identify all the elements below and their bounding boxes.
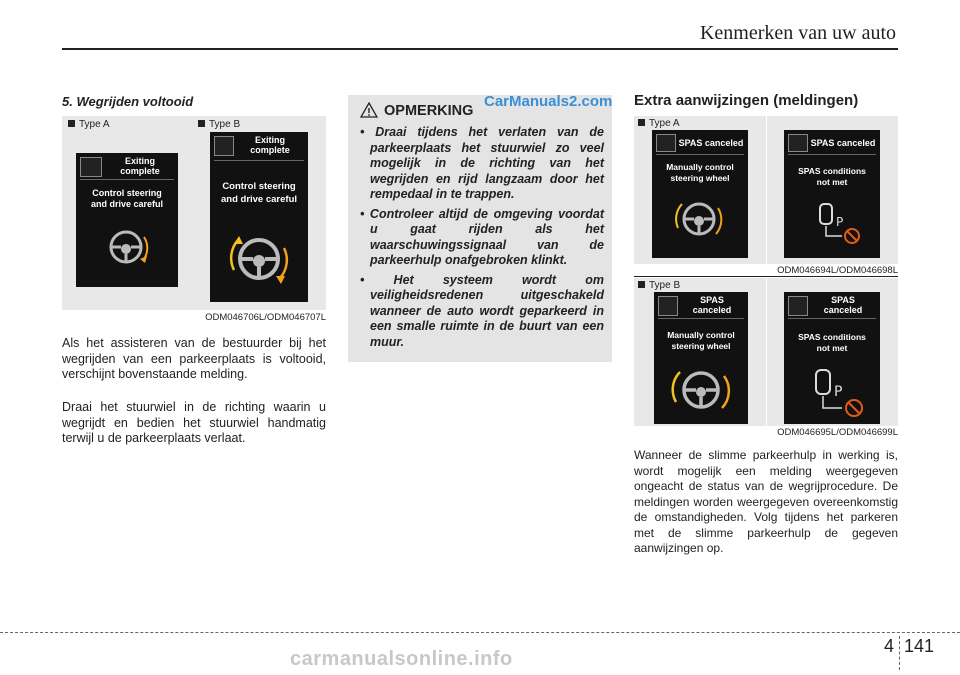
display-screen-spas-conditions-not-met xyxy=(784,292,880,424)
svg-text:P: P xyxy=(836,215,844,229)
steering-wheel-icon xyxy=(100,223,156,271)
type-a-label: Type A xyxy=(68,119,110,130)
type-a-label: Type A xyxy=(638,118,680,129)
parking-prohibited-icon xyxy=(810,366,866,420)
screen-header: SPAS canceled xyxy=(810,138,876,148)
screen-header: SPAS canceled xyxy=(678,138,744,148)
steering-wheel-icon xyxy=(224,228,294,290)
screen-icon-placeholder xyxy=(656,134,676,152)
screen-icon-placeholder xyxy=(214,136,234,156)
paragraph-extra-messages: Wanneer de slimme parkeerhulp in werking is, wordt mogelijk een melding weergegeven ongeacht de status van de wegrijprocedure. De meldingen worden weergegeven overeenkomstig de omstandigheden. Volg tijdens het parkeren met de slimme parkeerhulp de gegeven aanwijzingen op. xyxy=(634,448,898,555)
note-item: • Draai tijdens het verlaten van de parkeerplaats het stuurwiel zo veel mogelijk in de richting van het wegrijden en rijd langzaam door het rempedaal in te trappen. xyxy=(360,125,604,201)
header-rule xyxy=(62,48,898,50)
display-screen-spas-canceled-manual xyxy=(654,292,748,424)
warning-triangle-icon xyxy=(360,102,378,118)
paragraph-exit-complete: Als het assisteren van de bestuurder bij het wegrijden van een parkeerplaats is voltooid, verschijnt bovenstaande melding. xyxy=(62,336,326,381)
chapter-number: 4 xyxy=(884,636,895,656)
paragraph-steer-instruction: Draai het stuurwiel in de richting waarin u wegrijdt en bedien het stuurwiel handmatig terwijl u de parkeerplaats verlaat. xyxy=(62,400,326,445)
screen-header: Exiting complete xyxy=(120,156,160,176)
bullet-square-icon xyxy=(68,120,75,127)
page-divider xyxy=(899,636,900,670)
screen-icon-placeholder xyxy=(788,296,808,316)
display-screen-spas-conditions-not-met xyxy=(784,130,880,258)
note-item: • Controleer altijd de omgeving voordat u gaat rijden als het waarschuwingssignaal van de parkeerhulp onafgebroken klinkt. xyxy=(360,206,604,267)
steering-wheel-icon xyxy=(668,362,734,418)
type-b-label: Type B xyxy=(638,280,680,291)
screen-message: Control steering and drive careful xyxy=(90,188,164,209)
watermark-carmanualsonline: carmanualsonline.info xyxy=(290,648,513,670)
svg-text:P: P xyxy=(834,384,843,400)
screen-message: Control steering and drive careful xyxy=(220,181,298,205)
display-screen-type-b xyxy=(210,132,308,302)
note-box xyxy=(348,95,612,362)
screen-icon-placeholder xyxy=(788,134,808,152)
figure-code: ODM046706L/ODM046707L xyxy=(205,312,326,323)
screen-message: SPAS conditions not met xyxy=(798,166,866,187)
display-screen-spas-canceled-manual xyxy=(652,130,748,258)
bullet-square-icon xyxy=(638,281,645,288)
note-title: OPMERKING xyxy=(384,103,474,119)
display-screen-type-a xyxy=(76,153,178,287)
screen-header: Exiting complete xyxy=(250,135,290,155)
figure-exit-complete xyxy=(62,116,326,310)
figure-type-b-messages xyxy=(634,278,898,426)
bullet-square-icon xyxy=(198,120,205,127)
figure-type-a-messages xyxy=(634,116,898,264)
chapter-header-title: Kenmerken van uw auto xyxy=(699,22,896,44)
footer-rule xyxy=(0,632,960,633)
screen-header: SPAS canceled xyxy=(692,295,732,315)
steering-wheel-icon xyxy=(670,194,728,244)
section-title-extra-messages: Extra aanwijzingen (meldingen) xyxy=(634,92,859,109)
figure-code-type-b: ODM046695L/ODM046699L xyxy=(777,427,898,438)
watermark-carmanuals2: CarManuals2.com xyxy=(484,93,613,110)
section-title-exit-complete: 5. Wegrijden voltooid xyxy=(62,94,194,109)
note-item: • Het systeem wordt om veiligheidsredenen uitgeschakeld wanneer de auto wordt geparkeerd in een smalle ruimte in de buurt van een muur. xyxy=(360,272,604,349)
screen-message: SPAS conditions not met xyxy=(798,332,866,353)
screen-header: SPAS canceled xyxy=(823,295,863,315)
bullet-square-icon xyxy=(638,119,645,126)
screen-message: Manually control steering wheel xyxy=(666,162,734,183)
page-number: 141 xyxy=(904,636,935,656)
parking-prohibited-icon xyxy=(814,200,864,246)
figure-code-type-a: ODM046694L/ODM046698L xyxy=(777,265,898,276)
type-b-label: Type B xyxy=(198,119,240,130)
screen-icon-placeholder xyxy=(658,296,678,316)
screen-icon-placeholder xyxy=(80,157,102,177)
screen-message: Manually control steering wheel xyxy=(667,330,735,351)
